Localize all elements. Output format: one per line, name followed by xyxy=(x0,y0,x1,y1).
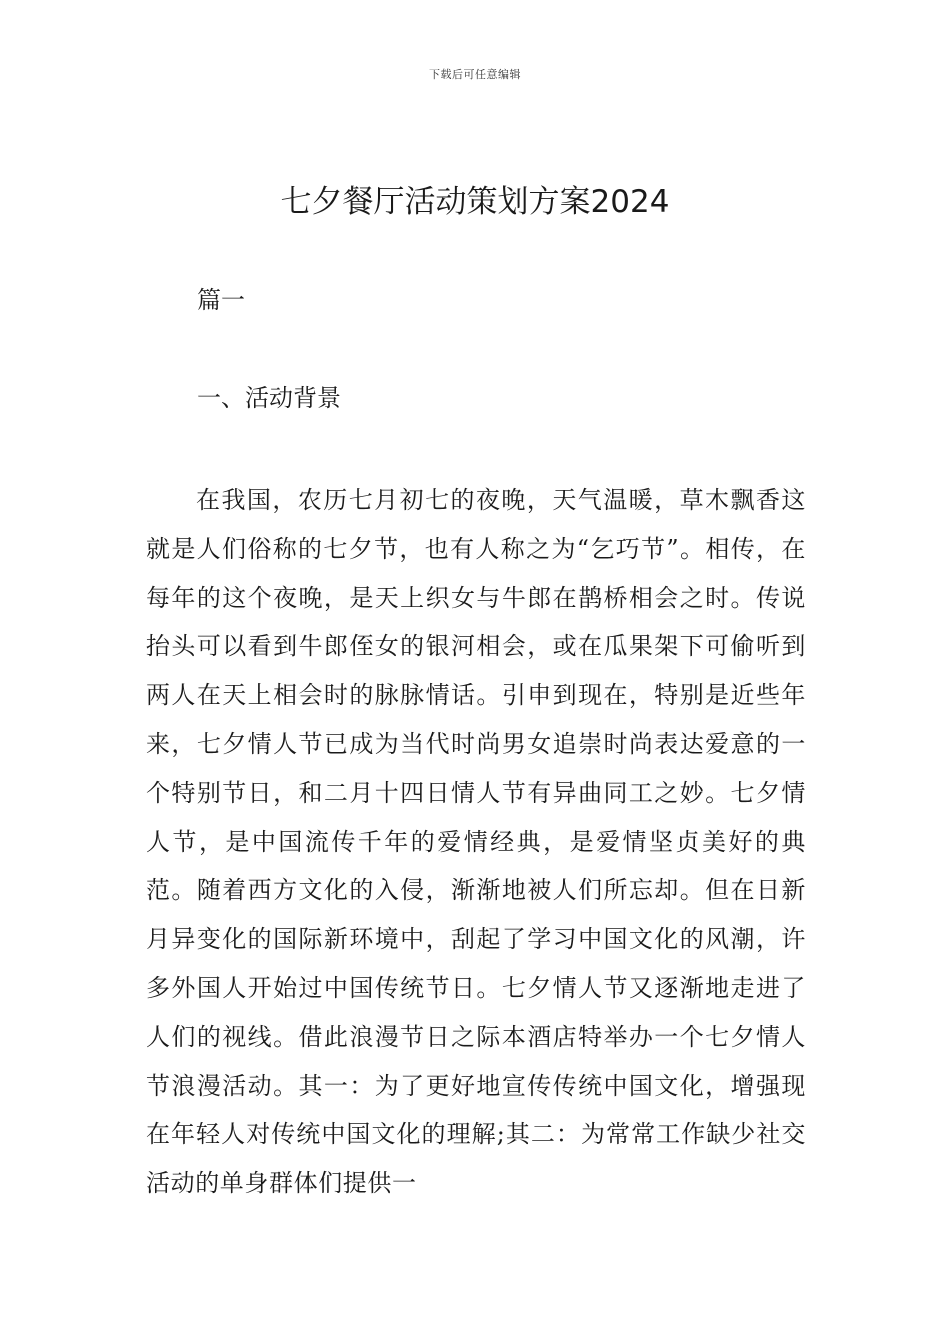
page-header-note: 下载后可任意编辑 xyxy=(429,68,521,81)
part-label: 篇一 xyxy=(197,286,245,314)
document-title: 七夕餐厅活动策划方案2024 xyxy=(280,184,670,220)
section-heading: 一、活动背景 xyxy=(197,384,341,412)
body-paragraph: 在我国，农历七月初七的夜晚，天气温暖，草木飘香这就是人们俗称的七夕节，也有人称之为“乞巧节”。相传，在每年的这个夜晚，是天上织女与牛郎在鹊桥相会之时。传说抬头可以看到牛郎侄女的银河相会，或在瓜果架下可偷听到两人在天上相会时的脉脉情话。引申到现在，特别是近些年来，七夕情人节已成为当代时尚男女追崇时尚表达爱意的一个特别节日，和二月十四日情人节有异曲同工之妙。七夕情人节，是中国流传千年的爱情经典，是爱情坚贞美好的典范。随着西方文化的入侵，渐渐地被人们所忘却。但在日新月异变化的国际新环境中，刮起了学习中国文化的风潮，许多外国人开始过中国传统节日。七夕情人节又逐渐地走进了人们的视线。借此浪漫节日之际本酒店特举办一个七夕情人节浪漫活动。其一：为了更好地宣传传统中国文化，增强现在年轻人对传统中国文化的理解;其二：为常常工作缺少社交活动的单身群体们提供一 xyxy=(146,486,806,1198)
